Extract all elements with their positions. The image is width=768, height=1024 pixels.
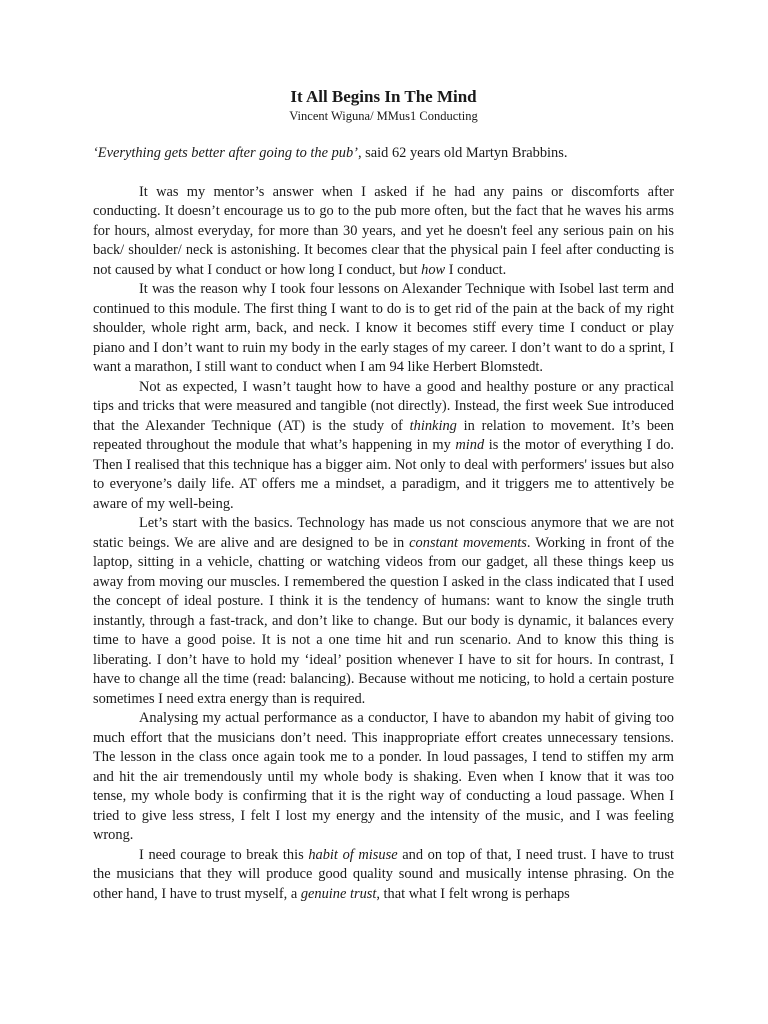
body-paragraph: I need courage to break this habit of misuse and on top of that, I need trust. I have to trust the musicians that they will produce good quality sound and musically intense phrasing. On the other hand, I have to trust myself, a genuine trust, that what I felt wrong is perhaps: [93, 846, 674, 902]
emphasis: habit of misuse: [308, 846, 398, 863]
body-paragraph: It was the reason why I took four lessons on Alexander Technique with Isobel last term and continued to this module. The first thing I want to do is to get rid of the pain at the back of my right shoulder, whole right arm, back, and neck. I know it becomes stiff every time I conduct or play piano and I don’t want to ruin my body in the early stages of my career. I don’t want to do a sprint, I want a marathon, I still want to conduct when I am 94 like Herbert Blomstedt.: [93, 281, 674, 375]
emphasis: genuine trust: [300, 885, 377, 902]
document-page: [93, 86, 674, 904]
opening-quote-line: [93, 144, 674, 164]
emphasis: thinking: [409, 417, 457, 434]
page-title: It All Begins In The Mind: [290, 87, 477, 106]
emphasis: constant movements: [409, 534, 527, 551]
body-paragraph: Not as expected, I wasn’t taught how to have a good and healthy posture or any practical tips and tricks that were measured and tangible (not directly). Instead, the first week Sue introduced that the Alexander Technique (AT) is the study of thinking in relation to movement. It’s been repeated throughout the module that what’s happening in my mind is the motor of everything I do. Then I realised that this technique has a bigger aim. Not only to deal with performers' issues but also to everyone’s daily life. AT offers me a mindset, a paradigm, and it triggers me to attentively be aware of my well-being.: [93, 378, 674, 512]
opening-quote-attribution: , said 62 years old Martyn Brabbins.: [357, 145, 568, 161]
emphasis: how: [421, 261, 446, 278]
opening-quote: ‘Everything gets better after going to the pub’: [93, 145, 358, 161]
emphasis: mind: [455, 437, 485, 453]
author-line: Vincent Wiguna/ MMus1 Conducting: [289, 109, 478, 123]
body-paragraph: Analysing my actual performance as a conductor, I have to abandon my habit of giving too much effort that the musicians don’t need. This inappropriate effort creates unnecessary tensions. The lesson in the class once again took me to a ponder. In loud passages, I tend to stiffen my arm and hit the air tremendously until my whole body is shaking. Even when I know that it was too tense, my whole body is confirming that it is the right way of conducting a loud passage. When I tried to give less stress, I felt I lost my energy and the intensity of the music, and I was feeling wrong.: [93, 710, 674, 843]
body-paragraph: It was my mentor’s answer when I asked if he had any pains or discomforts after conducting. It doesn’t encourage us to go to the pub more often, but the fact that he waves his arms for hours, almost everyday, for more than 30 years, and yet he doesn't feel any serious pain on his back/ shoulder/ neck is astonishing. It becomes clear that the physical pain I feel after conducting is not caused by what I conduct or how long I conduct, but how I conduct.: [93, 183, 674, 278]
body-paragraph: Let’s start with the basics. Technology has made us not conscious anymore that we are not static beings. We are alive and are designed to be in constant movements. Working in front of the laptop, sitting in a vehicle, chatting or watching videos from our gadget, all these things keep us away from moving our muscles. I remembered the question I asked in the class indicated that I used the concept of ideal posture. I think it is the tendency of humans: want to know the single truth instantly, through a fast-track, and don’t like to change. But our body is dynamic, it balances every time to have a good poise. It is not a one time hit and run scenario. And to know this thing is liberating. I don’t have to hold my ‘ideal’ position whenever I have to sit for hours. In contrast, I have to change all the time (read: balancing). Because without me noticing, to hold a certain posture sometimes I need extra energy than is required.: [93, 515, 674, 707]
